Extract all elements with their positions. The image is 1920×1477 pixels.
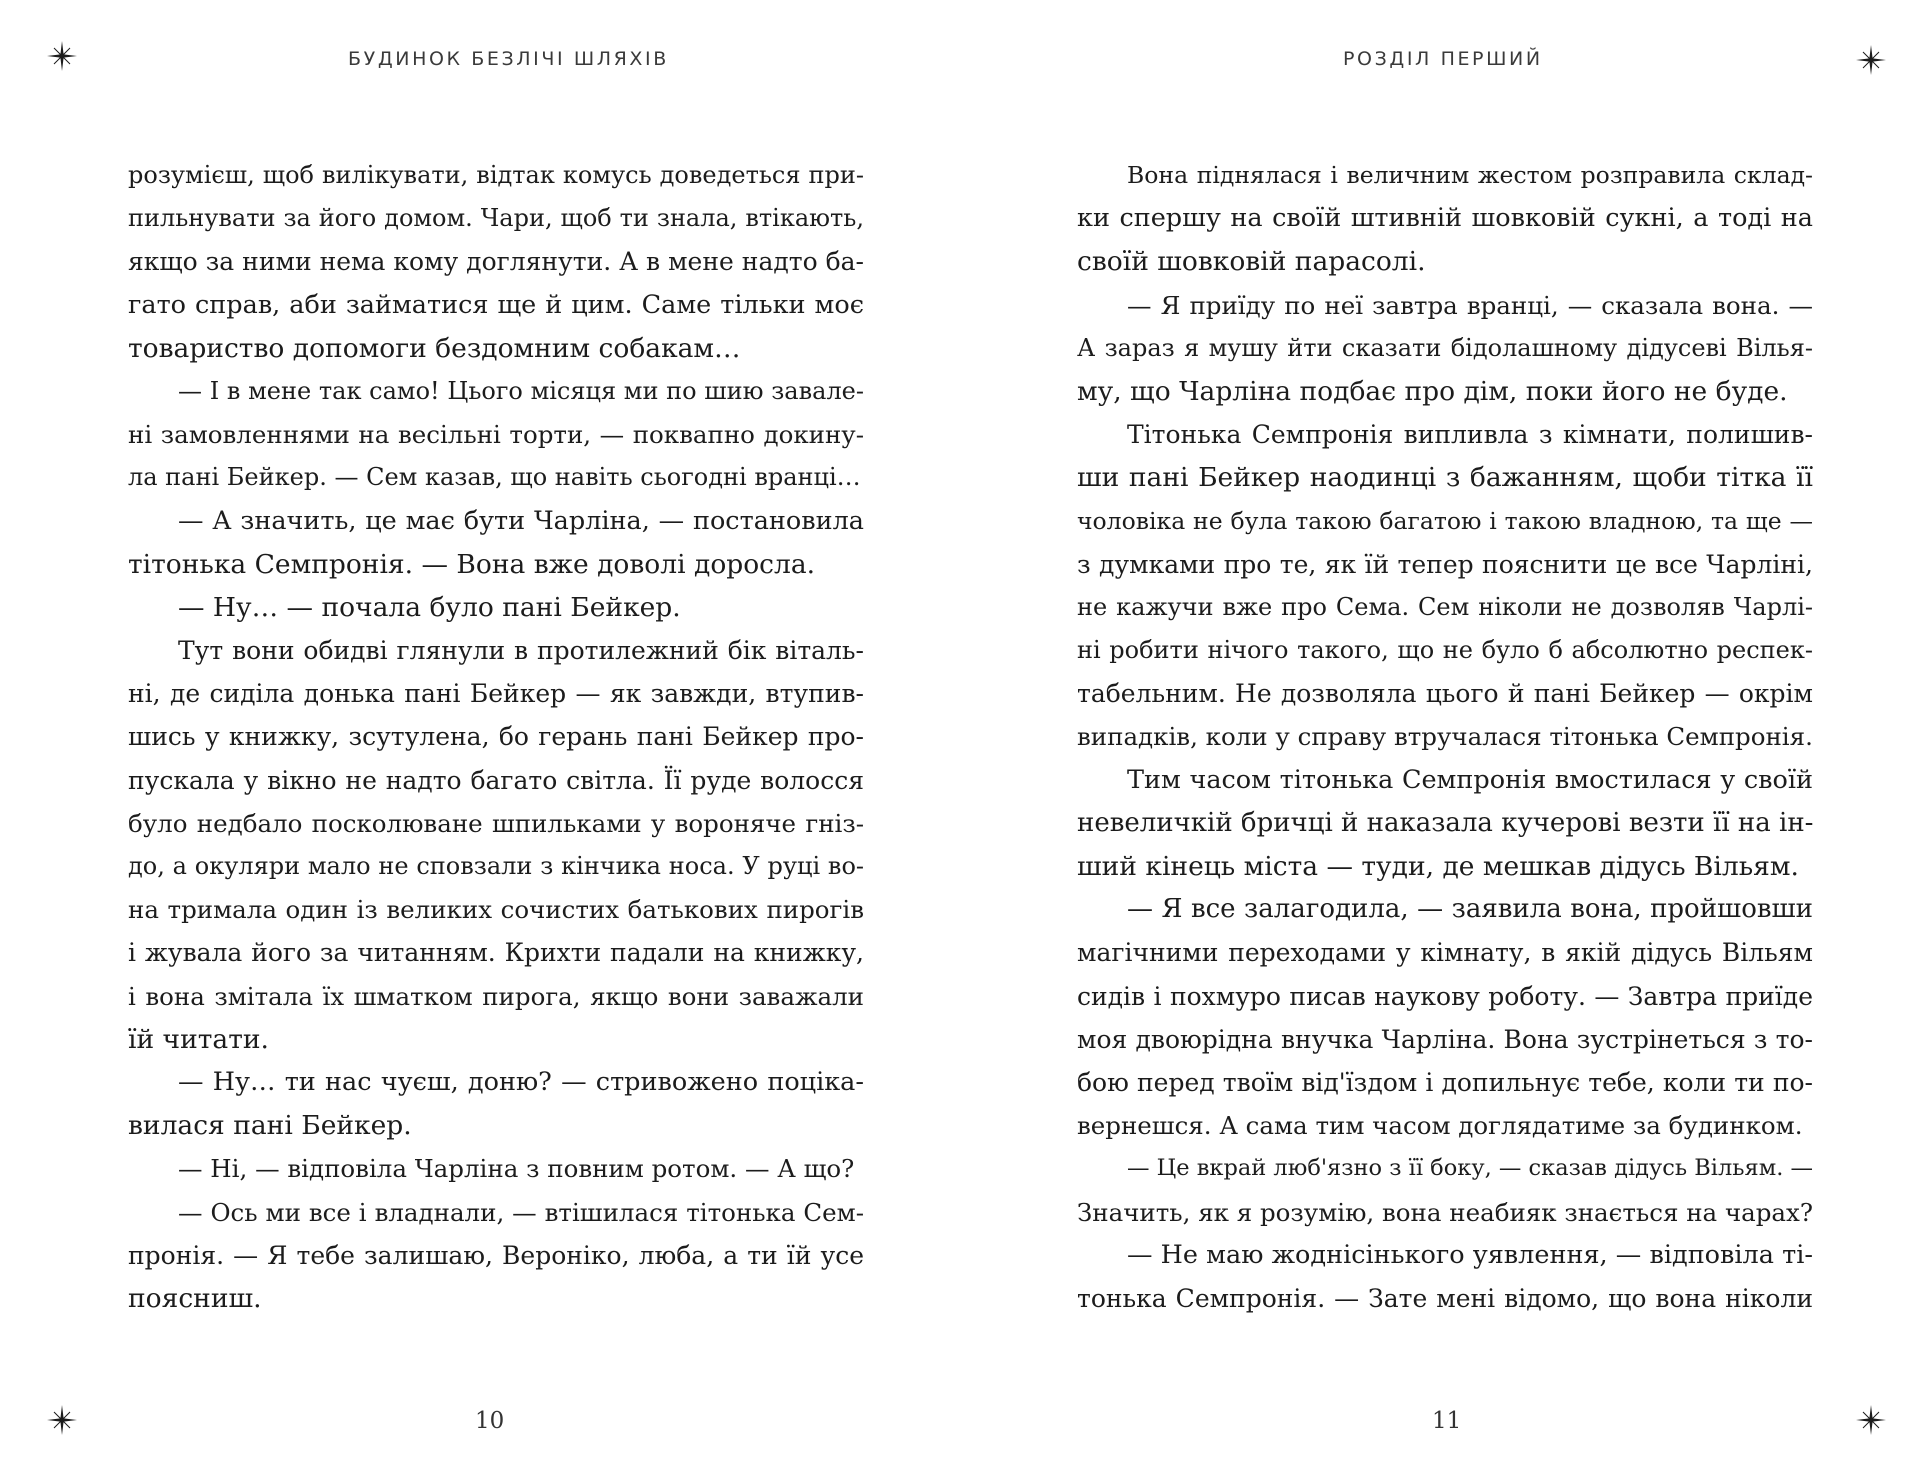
text-line: тонька Семпронія. — Зате мені відомо, що вона ніколи bbox=[1077, 1283, 1813, 1313]
text-line: — Ну… ти нас чуєш, доню? — стривожено поціка- bbox=[178, 1066, 864, 1097]
body-text bbox=[1077, 154, 1813, 1320]
text-line: — І в мене так само! Цього місяця ми по шию завале- bbox=[178, 376, 864, 405]
four-point-star-icon bbox=[1856, 1405, 1886, 1435]
text-line: товариство допомоги бездомним собакам… bbox=[128, 332, 741, 364]
text-line: — Ні, — відповіла Чарліна з повним ротом. — А що? bbox=[178, 1154, 855, 1184]
text-line: вернешся. А сама тим часом доглядатиме за будинком. bbox=[1077, 1111, 1803, 1141]
text-line: — Ось ми все і владнали, — втішилася тітонька Сем- bbox=[178, 1197, 864, 1227]
text-line: і вона змітала їх шматком пирога, якщо вони заважали bbox=[128, 981, 864, 1011]
text-line: своїй шовковій парасолі. bbox=[1077, 246, 1426, 278]
text-line: ні, де сиділа донька пані Бейкер — як завжди, втупив- bbox=[128, 679, 864, 709]
text-line: — Ну… — почала було пані Бейкер. bbox=[178, 591, 681, 623]
running-head: РОЗДІЛ ПЕРШИЙ bbox=[1343, 48, 1543, 70]
four-point-star-icon bbox=[47, 1405, 77, 1435]
text-line: ки спершу на своїй штивній шовковій сукні, а тоді на bbox=[1077, 203, 1813, 234]
text-line: сидів і похмуро писав наукову роботу. — Завтра приїде bbox=[1077, 981, 1813, 1011]
text-line: ні замовленнями на весільні торти, — поквапно докину- bbox=[128, 420, 864, 450]
text-line: — Я все залагодила, — заявила вона, пройшовши bbox=[1127, 894, 1813, 925]
four-point-star-icon bbox=[47, 41, 77, 71]
text-line: му, що Чарліна подбає про дім, поки його не буде. bbox=[1077, 375, 1788, 407]
text-line: з думками про те, як їй тепер пояснити це все Чарліні, bbox=[1077, 549, 1813, 579]
text-line: Тим часом тітонька Семпронія вмостилася у своїй bbox=[1127, 764, 1813, 795]
body-text bbox=[128, 154, 864, 1320]
page-number: 10 bbox=[475, 1408, 505, 1434]
text-line: тітонька Семпронія. — Вона вже доволі доросла. bbox=[128, 548, 816, 580]
text-line: не кажучи вже про Сема. Сем ніколи не дозволяв Чарлі- bbox=[1077, 592, 1813, 621]
text-line: ши пані Бейкер наодинці з бажанням, щоби тітка її bbox=[1077, 462, 1813, 494]
text-line: шись у книжку, зсутулена, бо герань пані Бейкер про- bbox=[128, 722, 864, 752]
text-line: гато справ, аби займатися ще й цим. Саме тільки моє bbox=[128, 289, 864, 320]
text-line: моя двоюрідна внучка Чарліна. Вона зустрінеться з то- bbox=[1077, 1024, 1813, 1054]
text-line: магічними переходами у кімнату, в якій дідусь Вільям bbox=[1077, 938, 1813, 968]
text-line: Вона піднялася і величним жестом розправила склад- bbox=[1127, 161, 1813, 189]
text-line: і жувала його за читанням. Крихти падали на книжку, bbox=[128, 938, 864, 968]
text-line: Тітонька Семпронія випливла з кімнати, полишив- bbox=[1127, 420, 1813, 450]
text-line: бою перед твоїм від'їздом і допильнує тебе, коли ти по- bbox=[1077, 1067, 1813, 1097]
text-line: вилася пані Бейкер. bbox=[128, 1110, 412, 1142]
text-line: випадків, коли у справу втручалася тітонька Семпронія. bbox=[1077, 722, 1813, 752]
text-line: А зараз я мушу йти сказати бідолашному дідусеві Вілья- bbox=[1077, 333, 1813, 362]
text-line: — А значить, це має бути Чарліна, — постановила bbox=[178, 505, 864, 536]
text-line: — Не маю жоднісінького уявлення, — відповіла ті- bbox=[1127, 1239, 1813, 1270]
text-line: якщо за ними нема кому доглянути. А в мене надто ба- bbox=[128, 247, 864, 277]
text-line: поясниш. bbox=[128, 1282, 262, 1314]
four-point-star-icon bbox=[1856, 45, 1886, 75]
text-line: ший кінець міста — туди, де мешкав дідусь Вільям. bbox=[1077, 851, 1799, 882]
text-line: — Я приїду по неї завтра вранці, — сказала вона. — bbox=[1127, 290, 1813, 320]
text-line: ла пані Бейкер. — Сем казав, що навіть сьогодні вранці… bbox=[128, 463, 861, 492]
text-line: Тут вони обидві глянули в протилежний бік віталь- bbox=[178, 636, 864, 666]
text-line: невеличкій бричці й наказала кучерові везти її на ін- bbox=[1077, 807, 1814, 838]
running-head: БУДИНОК БЕЗЛІЧІ ШЛЯХІВ bbox=[348, 48, 669, 70]
text-line: їй читати. bbox=[128, 1023, 269, 1055]
text-line: до, а окуляри мало не сповзали з кінчика носа. У руці во- bbox=[128, 852, 864, 880]
text-line: ні робити нічого такого, що не було б абсолютно респек- bbox=[1077, 636, 1813, 665]
text-line: — Це вкрай люб'язно з її боку, — сказав дідусь Вільям. — bbox=[1127, 1155, 1814, 1182]
text-line: розумієш, щоб вилікувати, відтак комусь доведеться при- bbox=[128, 161, 864, 189]
text-line: Значить, як я розумію, вона неабияк знається на чарах? bbox=[1077, 1197, 1813, 1227]
text-line: пронія. — Я тебе залишаю, Вероніко, люба, а ти їй усе bbox=[128, 1240, 864, 1270]
text-line: чоловіка не була такою багатою і такою владною, та ще — bbox=[1077, 506, 1813, 535]
text-line: табельним. Не дозволяла цього й пані Бейкер — окрім bbox=[1077, 679, 1813, 709]
text-line: пускала у вікно не надто багато світла. Її руде волосся bbox=[128, 765, 864, 795]
page-number: 11 bbox=[1432, 1408, 1462, 1434]
text-line: пильнувати за його домом. Чари, щоб ти знала, втікають, bbox=[128, 204, 864, 233]
right-page bbox=[960, 0, 1920, 1477]
text-line: було недбало посколюване шпильками у вороняче гніз- bbox=[128, 808, 864, 838]
text-line: на тримала один із великих сочистих батькових пирогів bbox=[128, 895, 864, 925]
